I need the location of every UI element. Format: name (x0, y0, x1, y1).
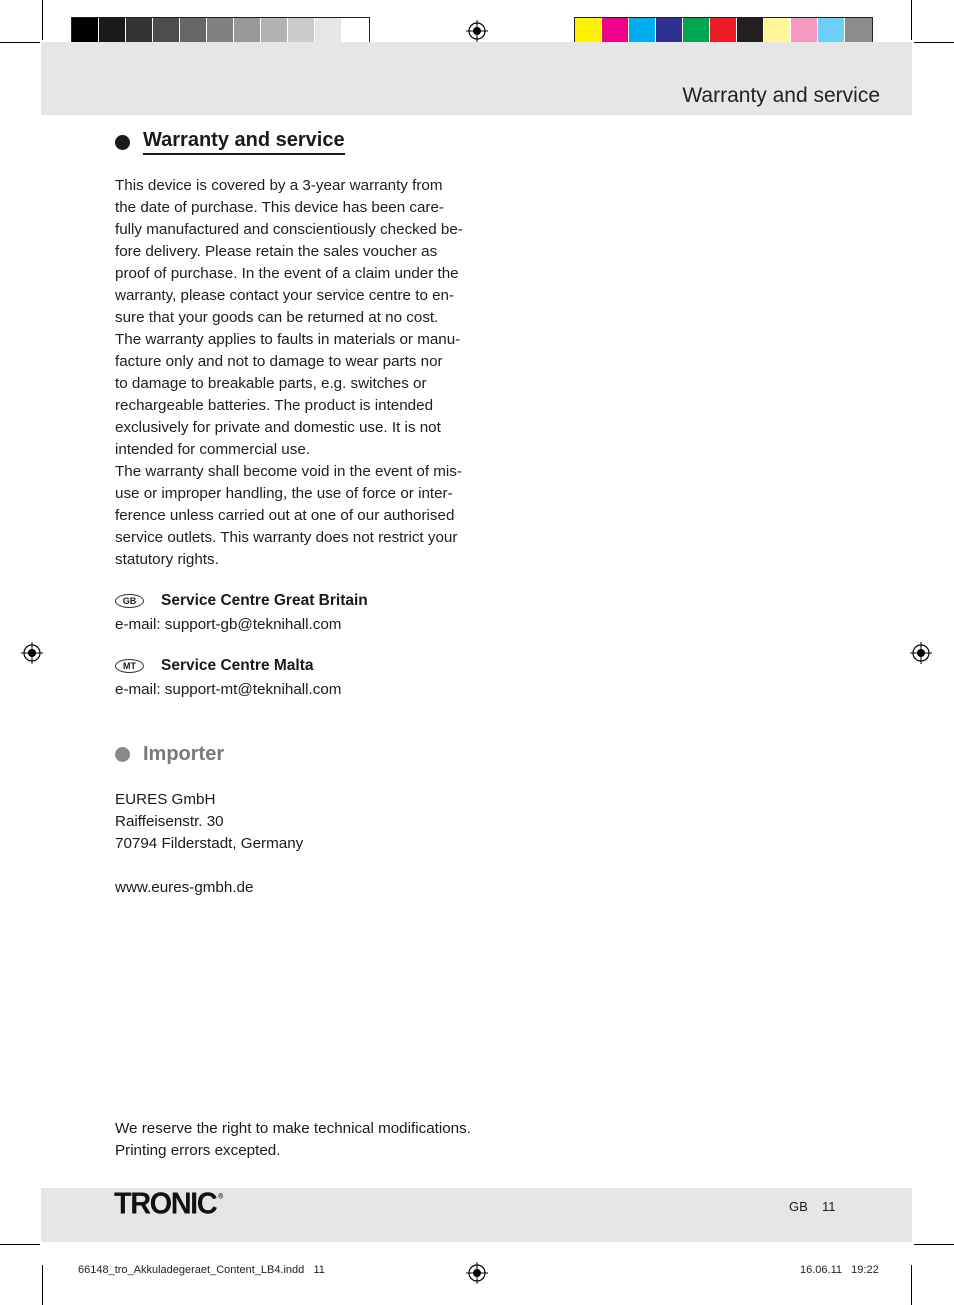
registration-mark-icon (466, 1262, 488, 1284)
warranty-text-line: proof of purchase. In the event of a claim under the (115, 265, 459, 282)
crop-mark (911, 0, 912, 40)
warranty-text-line: This device is covered by a 3-year warranty from (115, 177, 443, 194)
warranty-text-line: warranty, please contact your service centre to en- (115, 287, 455, 304)
registration-mark-icon (466, 20, 488, 42)
service-centre-mt (115, 657, 314, 675)
service-centre-title: Service Centre Great Britain (161, 592, 368, 609)
warranty-text-line: sure that your goods can be returned at no cost. (115, 309, 439, 326)
technical-notice: We reserve the right to make technical modifications. (115, 1120, 471, 1137)
brand-mark: ® (218, 1193, 224, 1201)
printing-notice: Printing errors excepted. (115, 1142, 281, 1159)
slug-datetime: 16.06.11 19:22 (800, 1264, 879, 1276)
warranty-text-line: ference unless carried out at one of our authorised (115, 507, 455, 524)
importer-website: www.eures-gmbh.de (115, 879, 254, 896)
warranty-text-line: fore delivery. Please retain the sales voucher as (115, 243, 438, 260)
importer-title: Importer (143, 743, 225, 765)
warranty-text-line: the date of purchase. This device has been care- (115, 199, 444, 216)
warranty-text-line: exclusively for private and domestic use. It is not (115, 419, 441, 436)
warranty-text-line: facture only and not to damage to wear parts nor (115, 353, 443, 370)
warranty-text-line: to damage to breakable parts, e.g. switches or (115, 375, 427, 392)
page-language: GB (789, 1199, 808, 1214)
gb-badge-icon: GB (115, 594, 144, 608)
registration-mark-icon (21, 642, 43, 664)
page-number: 11 (822, 1199, 836, 1214)
importer-street: Raiffeisenstr. 30 (115, 813, 224, 830)
crop-mark (914, 1244, 954, 1245)
page-header-title: Warranty and service (682, 84, 880, 107)
bullet-icon (115, 135, 130, 150)
importer-company: EURES GmbH (115, 791, 216, 808)
warranty-heading (115, 129, 345, 155)
warranty-text-line: service outlets. This warranty does not restrict your (115, 529, 458, 546)
service-centre-title: Service Centre Malta (161, 657, 314, 674)
bullet-icon (115, 747, 130, 762)
warranty-text-line: rechargeable batteries. The product is intended (115, 397, 434, 414)
warranty-text-line: intended for commercial use. (115, 441, 310, 458)
importer-city: 70794 Filderstadt, Germany (115, 835, 304, 852)
crop-mark (0, 42, 40, 43)
warranty-text-line: statutory rights. (115, 551, 219, 568)
warranty-text-line: The warranty applies to faults in materials or manu- (115, 331, 461, 348)
warranty-body (115, 175, 470, 571)
brand-name: TRONIC (114, 1187, 217, 1221)
registration-mark-icon (910, 642, 932, 664)
crop-mark (914, 42, 954, 43)
crop-mark (42, 0, 43, 40)
mt-badge-icon: MT (115, 659, 144, 673)
warranty-text-line: use or improper handling, the use of force or inter- (115, 485, 453, 502)
crop-mark (0, 1244, 40, 1245)
importer-heading (115, 743, 224, 766)
service-email-mt: e-mail: support-mt@teknihall.com (115, 681, 342, 698)
warranty-title: Warranty and service (143, 129, 345, 155)
warranty-text-line: fully manufactured and conscientiously checked be- (115, 221, 463, 238)
crop-mark (911, 1265, 912, 1305)
warranty-text-line: The warranty shall become void in the event of mis- (115, 463, 462, 480)
slug-filename: 66148_tro_Akkuladegeraet_Content_LB4.indd 11 (78, 1264, 325, 1276)
crop-mark (42, 1265, 43, 1305)
tronic-logo (114, 1187, 223, 1222)
service-email-gb: e-mail: support-gb@teknihall.com (115, 616, 342, 633)
service-centre-gb (115, 592, 368, 610)
